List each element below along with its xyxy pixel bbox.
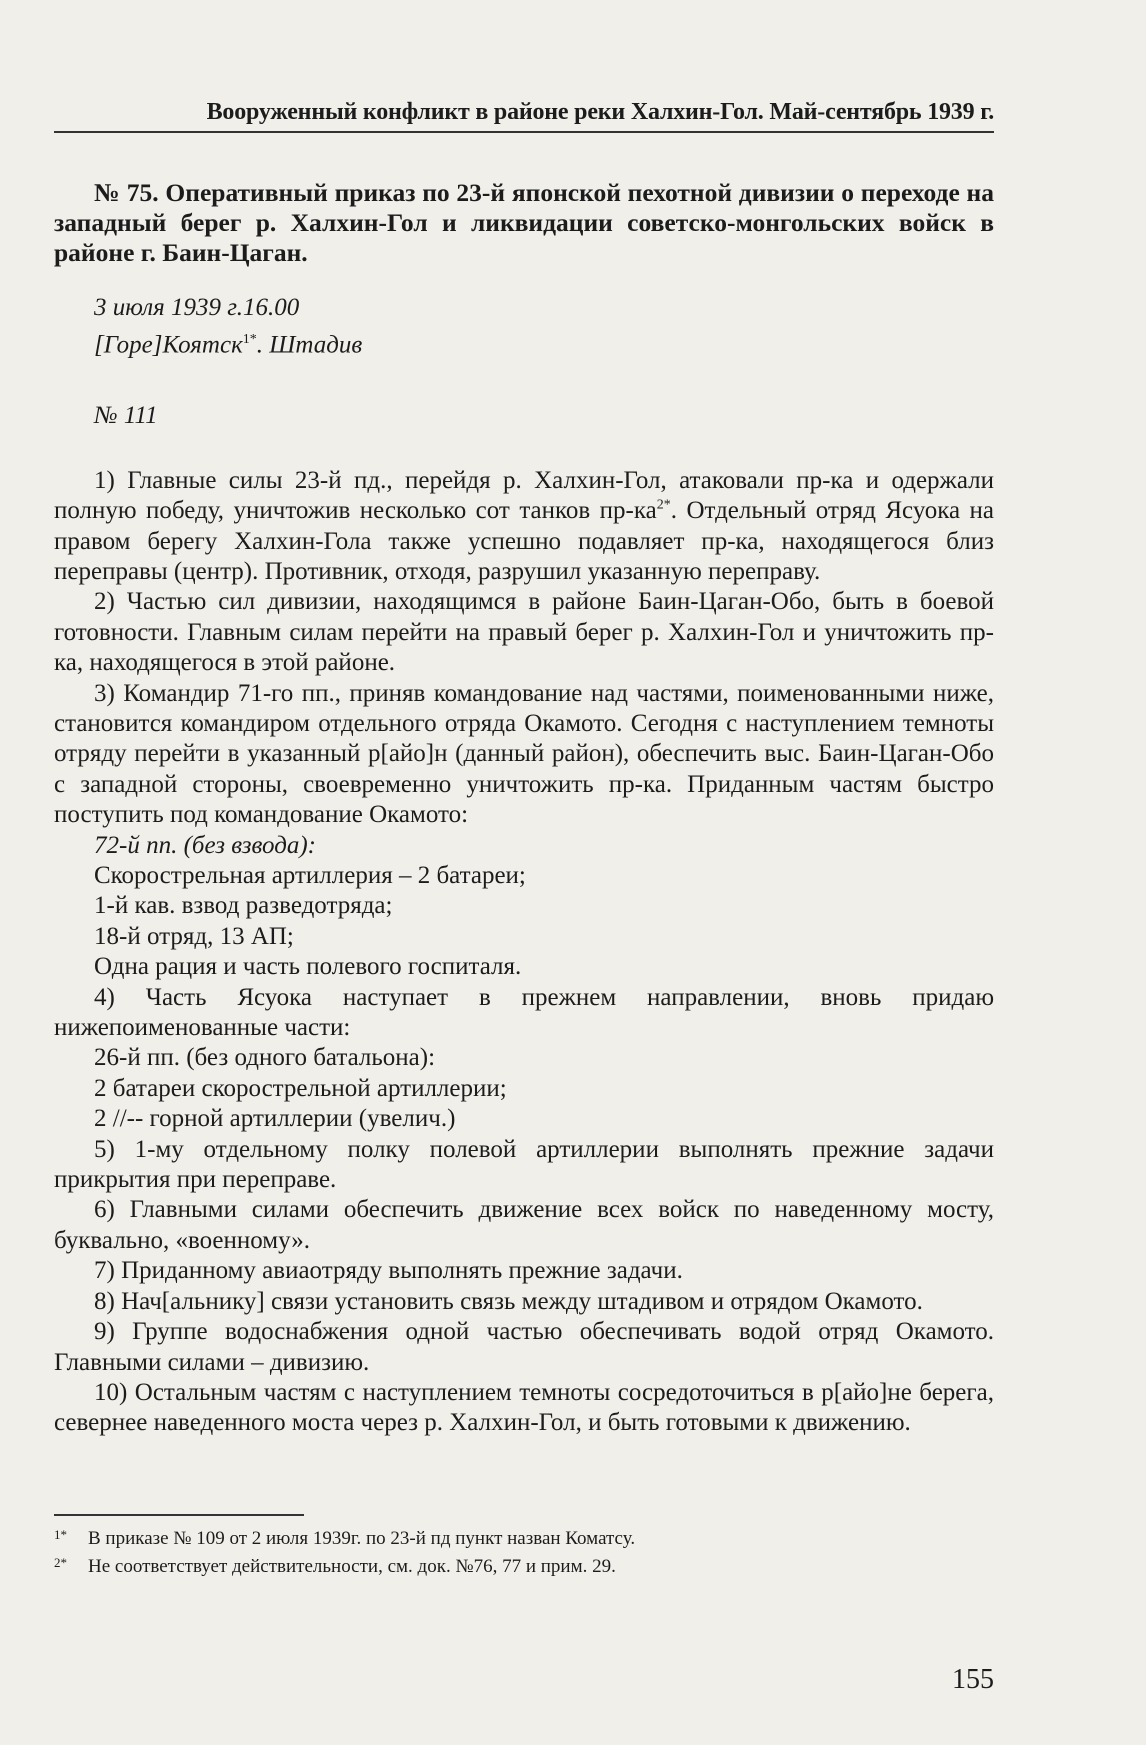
header-rule xyxy=(54,131,994,133)
date-line: 3 июля 1939 г.16.00 xyxy=(94,294,300,321)
order-number: № 111 xyxy=(94,402,158,430)
footnote-ref: 1* xyxy=(242,332,257,347)
page-number: 155 xyxy=(952,1664,994,1695)
paragraph-7: 7) Приданному авиаотряду выполнять прежние задачи. xyxy=(94,1257,683,1285)
document-title: № 75. Оперативный приказ по 23-й японской пехотной дивизии о переходе на западный берег р. Халхин-Гол и ликвидации советско-монгольских войск в районе г. Баин-Цаган. xyxy=(54,178,994,267)
paragraph-text: . Отдельный отряд Ясуока на правом берегу Халхин-Гола также успешно подавляет пр-ка, находящегося близ переправы (центр). Противник, отходя, разрушил указанную переправу. xyxy=(54,497,994,585)
list-item: 18-й отряд, 13 АП; xyxy=(94,922,294,950)
running-header: Вооруженный конфликт в районе реки Халхин-Гол. Май-сентябрь 1939 г. xyxy=(206,99,994,125)
footnote-ref: 2* xyxy=(656,497,671,513)
paragraph-8: 8) Нач[альнику] связи установить связь между штадивом и отрядом Окамото. xyxy=(94,1287,923,1315)
paragraph-2: 2) Частью сил дивизии, находящимся в районе Баин-Цаган-Обо, быть в боевой готовности. Главным силам перейти на правый берег р. Халхин-Гол и уничтожить пр-ка, находящегося в этой районе. xyxy=(54,588,994,677)
place-line xyxy=(54,324,994,361)
paragraph-1 xyxy=(54,466,994,588)
list-item: 1-й кав. взвод разведотряда; xyxy=(94,892,393,920)
page-content xyxy=(54,178,994,1439)
paragraph-text: 1) Главные силы 23-й пд., перейдя р. Халхин-Гол, атаковали пр-ка и одержали полную победу, уничтожив несколько сот танков пр-ка xyxy=(54,466,994,525)
paragraph-4: 4) Часть Ясуока наступает в прежнем направлении, вновь придаю нижепоименованные части: xyxy=(54,983,994,1042)
footnotes xyxy=(54,1525,994,1581)
list-item: 2 //-- горной артиллерии (увелич.) xyxy=(94,1105,456,1133)
yasuoka-units-list xyxy=(54,1043,994,1134)
footnote xyxy=(54,1553,994,1581)
footnote xyxy=(54,1525,994,1553)
footnote-rule xyxy=(54,1514,304,1516)
list-item: Одна рация и часть полевого госпиталя. xyxy=(94,953,522,981)
footnote-mark: 2* xyxy=(54,1555,67,1570)
list-item: 26-й пп. (без одного батальона): xyxy=(94,1044,436,1072)
paragraph-9: 9) Группе водоснабжения одной частью обеспечивать водой отряд Окамото. Главными силами – дивизию. xyxy=(54,1318,994,1376)
place-name: [Горе]Коятск xyxy=(94,331,243,359)
paragraph-10: 10) Остальным частям с наступлением темноты сосредоточиться в р[айо]не берега, севернее наведенного моста через р. Халхин-Гол, и быть готовыми к движению. xyxy=(54,1378,994,1437)
place-suffix: . Штадив xyxy=(256,331,363,359)
paragraph-6: 6) Главными силами обеспечить движение всех войск по наведенному мосту, буквально, «военному». xyxy=(54,1196,994,1254)
footnote-text: В приказе № 109 от 2 июля 1939г. по 23-й пд пункт назван Коматсу. xyxy=(88,1528,636,1549)
footnote-text: Не соответствует действительности, см. док. №76, 77 и прим. 29. xyxy=(88,1556,616,1577)
attached-units-list xyxy=(54,831,994,983)
list-item: 2 батареи скорострельной артиллерии; xyxy=(94,1074,507,1102)
list-item: 72-й пп. (без взвода): xyxy=(94,831,317,859)
list-item: Скорострельная артиллерия – 2 батареи; xyxy=(94,862,526,890)
paragraph-3: 3) Командир 71-го пп., приняв командование над частями, поименованными ниже, становится командиром отдельного отряда Окамото. Сегодня с наступлением темноты отряду перейти в указанный р[айо]н (данный район), обеспечить выс. Баин-Цаган-Обо с западной стороны, своевременно уничтожить пр-ка. Приданным частям быстро поступить под командование Окамото: xyxy=(54,679,994,829)
paragraph-5: 5) 1-му отдельному полку полевой артиллерии выполнять прежние задачи прикрытия при переправе. xyxy=(54,1135,994,1194)
footnote-mark: 1* xyxy=(54,1527,67,1542)
